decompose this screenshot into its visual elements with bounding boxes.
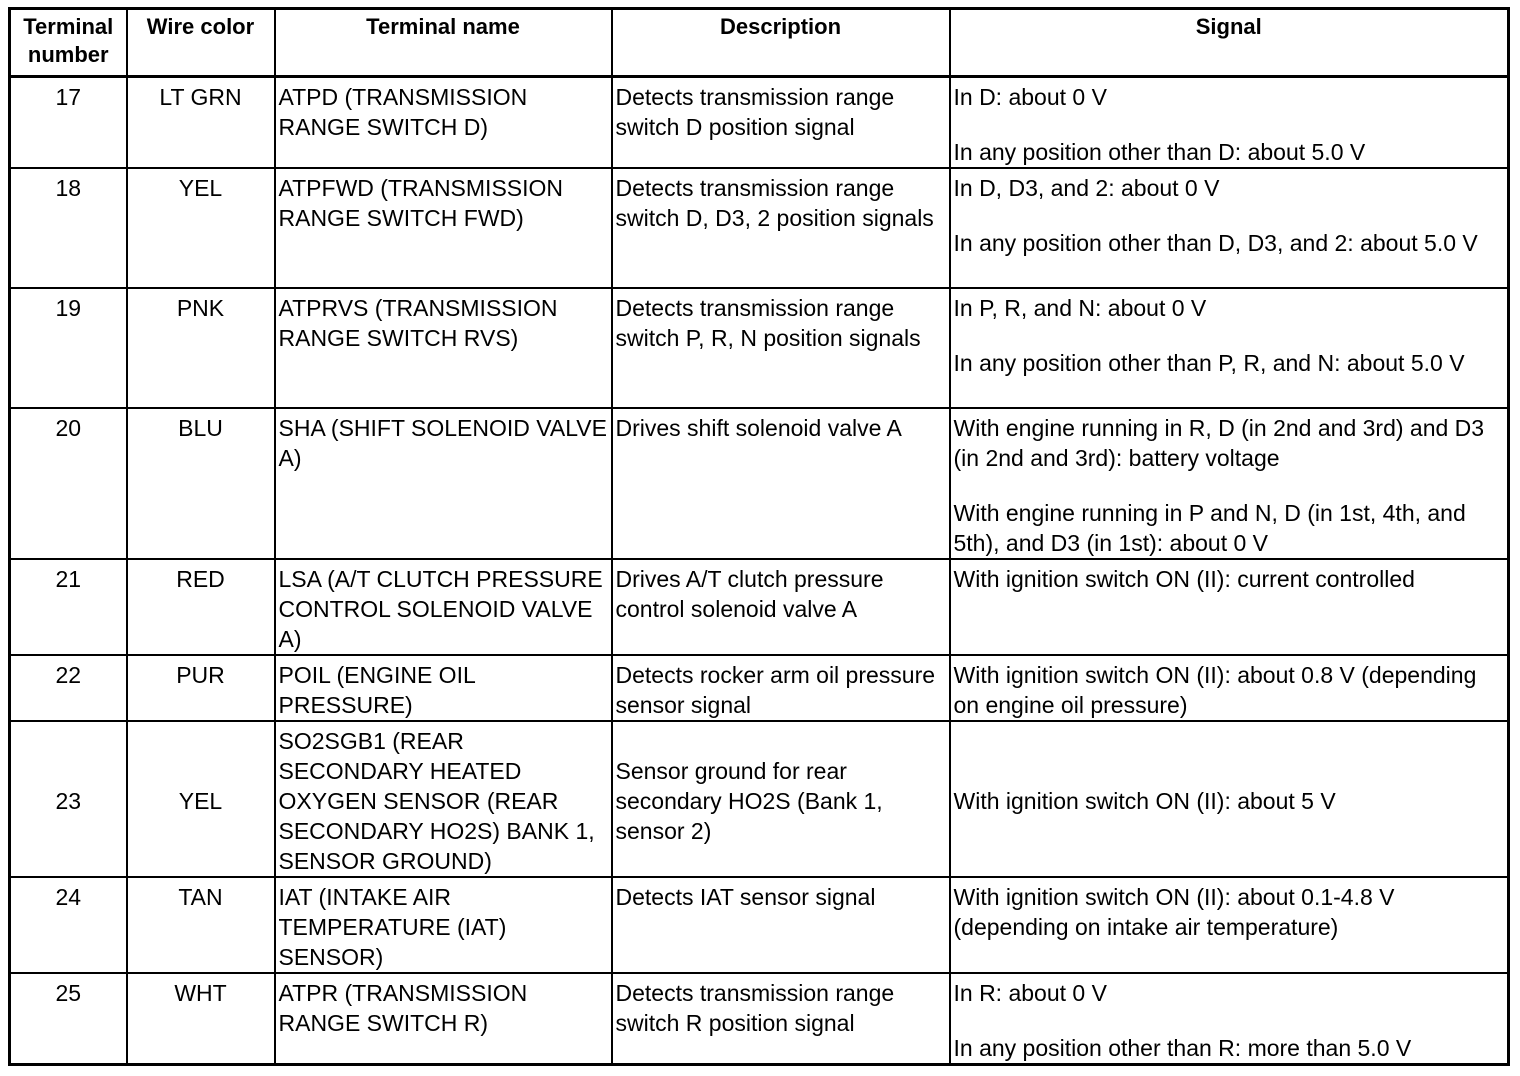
header-description: Description	[612, 9, 950, 77]
wire-color: BLU	[127, 408, 275, 559]
table-row	[10, 168, 1509, 288]
terminal-number: 18	[10, 168, 127, 288]
signal	[950, 288, 1509, 408]
terminal-name: ATPD (TRANSMISSION RANGE SWITCH D)	[275, 77, 612, 169]
terminal-name: ATPR (TRANSMISSION RANGE SWITCH R)	[275, 973, 612, 1065]
description: Drives shift solenoid valve A	[612, 408, 950, 559]
signal-line: With ignition switch ON (II): about 0.8 V (depending on engine oil pressure)	[953, 662, 1477, 718]
signal-line: With ignition switch ON (II): about 5 V	[953, 788, 1336, 814]
table-row	[10, 877, 1509, 973]
terminal-number: 24	[10, 877, 127, 973]
signal	[950, 655, 1509, 721]
signal-line: In any position other than D, D3, and 2: about 5.0 V	[953, 230, 1478, 256]
table-row	[10, 973, 1509, 1065]
terminal-number: 21	[10, 559, 127, 655]
terminal-name: ATPRVS (TRANSMISSION RANGE SWITCH RVS)	[275, 288, 612, 408]
table-row	[10, 721, 1509, 877]
header-signal: Signal	[950, 9, 1509, 77]
terminal-number: 22	[10, 655, 127, 721]
description: Detects transmission range switch P, R, N position signals	[612, 288, 950, 408]
signal-line: In D, D3, and 2: about 0 V	[953, 175, 1220, 201]
header-wire-color: Wire color	[127, 9, 275, 77]
description: Detects rocker arm oil pressure sensor signal	[612, 655, 950, 721]
signal-line: With engine running in R, D (in 2nd and 3rd) and D3 (in 2nd and 3rd): battery voltage	[953, 415, 1485, 471]
description: Detects transmission range switch D, D3, 2 position signals	[612, 168, 950, 288]
terminal-number: 25	[10, 973, 127, 1065]
wire-color: TAN	[127, 877, 275, 973]
signal	[950, 408, 1509, 559]
terminal-number: 23	[10, 721, 127, 877]
wire-color: WHT	[127, 973, 275, 1065]
signal	[950, 721, 1509, 877]
terminal-name: IAT (INTAKE AIR TEMPERATURE (IAT) SENSOR)	[275, 877, 612, 973]
signal-line: In P, R, and N: about 0 V	[953, 295, 1207, 321]
table-row	[10, 408, 1509, 559]
signal-line: In any position other than D: about 5.0 V	[953, 139, 1366, 165]
description: Detects transmission range switch R position signal	[612, 973, 950, 1065]
signal-line: With ignition switch ON (II): current controlled	[953, 566, 1415, 592]
signal-line: In D: about 0 V	[953, 84, 1107, 110]
terminal-number: 17	[10, 77, 127, 169]
wire-color: YEL	[127, 721, 275, 877]
terminal-name: POIL (ENGINE OIL PRESSURE)	[275, 655, 612, 721]
signal-line: With ignition switch ON (II): about 0.1-4.8 V (depending on intake air temperature)	[953, 884, 1395, 940]
signal-line: In any position other than R: more than 5.0 V	[953, 1035, 1412, 1061]
header-row	[10, 9, 1509, 77]
signal-line: In R: about 0 V	[953, 980, 1107, 1006]
description: Sensor ground for rear secondary HO2S (Bank 1, sensor 2)	[612, 721, 950, 877]
wire-color: PNK	[127, 288, 275, 408]
header-terminal-name: Terminal name	[275, 9, 612, 77]
table-row	[10, 288, 1509, 408]
signal	[950, 77, 1509, 169]
table-row	[10, 77, 1509, 169]
description: Detects transmission range switch D position signal	[612, 77, 950, 169]
terminal-number: 20	[10, 408, 127, 559]
terminal-name: SO2SGB1 (REAR SECONDARY HEATED OXYGEN SENSOR (REAR SECONDARY HO2S) BANK 1, SENSOR GROUND)	[275, 721, 612, 877]
signal	[950, 168, 1509, 288]
description: Detects IAT sensor signal	[612, 877, 950, 973]
table-row	[10, 559, 1509, 655]
description: Drives A/T clutch pressure control solenoid valve A	[612, 559, 950, 655]
signal-line: With engine running in P and N, D (in 1st, 4th, and 5th), and D3 (in 1st): about 0 V	[953, 500, 1466, 556]
signal	[950, 973, 1509, 1065]
header-terminal-number: Terminal number	[10, 9, 127, 77]
wire-color: YEL	[127, 168, 275, 288]
signal	[950, 559, 1509, 655]
wire-color: RED	[127, 559, 275, 655]
terminal-table	[8, 7, 1510, 1066]
wire-color: LT GRN	[127, 77, 275, 169]
terminal-name: ATPFWD (TRANSMISSION RANGE SWITCH FWD)	[275, 168, 612, 288]
terminal-name: SHA (SHIFT SOLENOID VALVE A)	[275, 408, 612, 559]
table-row	[10, 655, 1509, 721]
terminal-number: 19	[10, 288, 127, 408]
signal	[950, 877, 1509, 973]
signal-line: In any position other than P, R, and N: about 5.0 V	[953, 350, 1465, 376]
wire-color: PUR	[127, 655, 275, 721]
terminal-name: LSA (A/T CLUTCH PRESSURE CONTROL SOLENOID VALVE A)	[275, 559, 612, 655]
